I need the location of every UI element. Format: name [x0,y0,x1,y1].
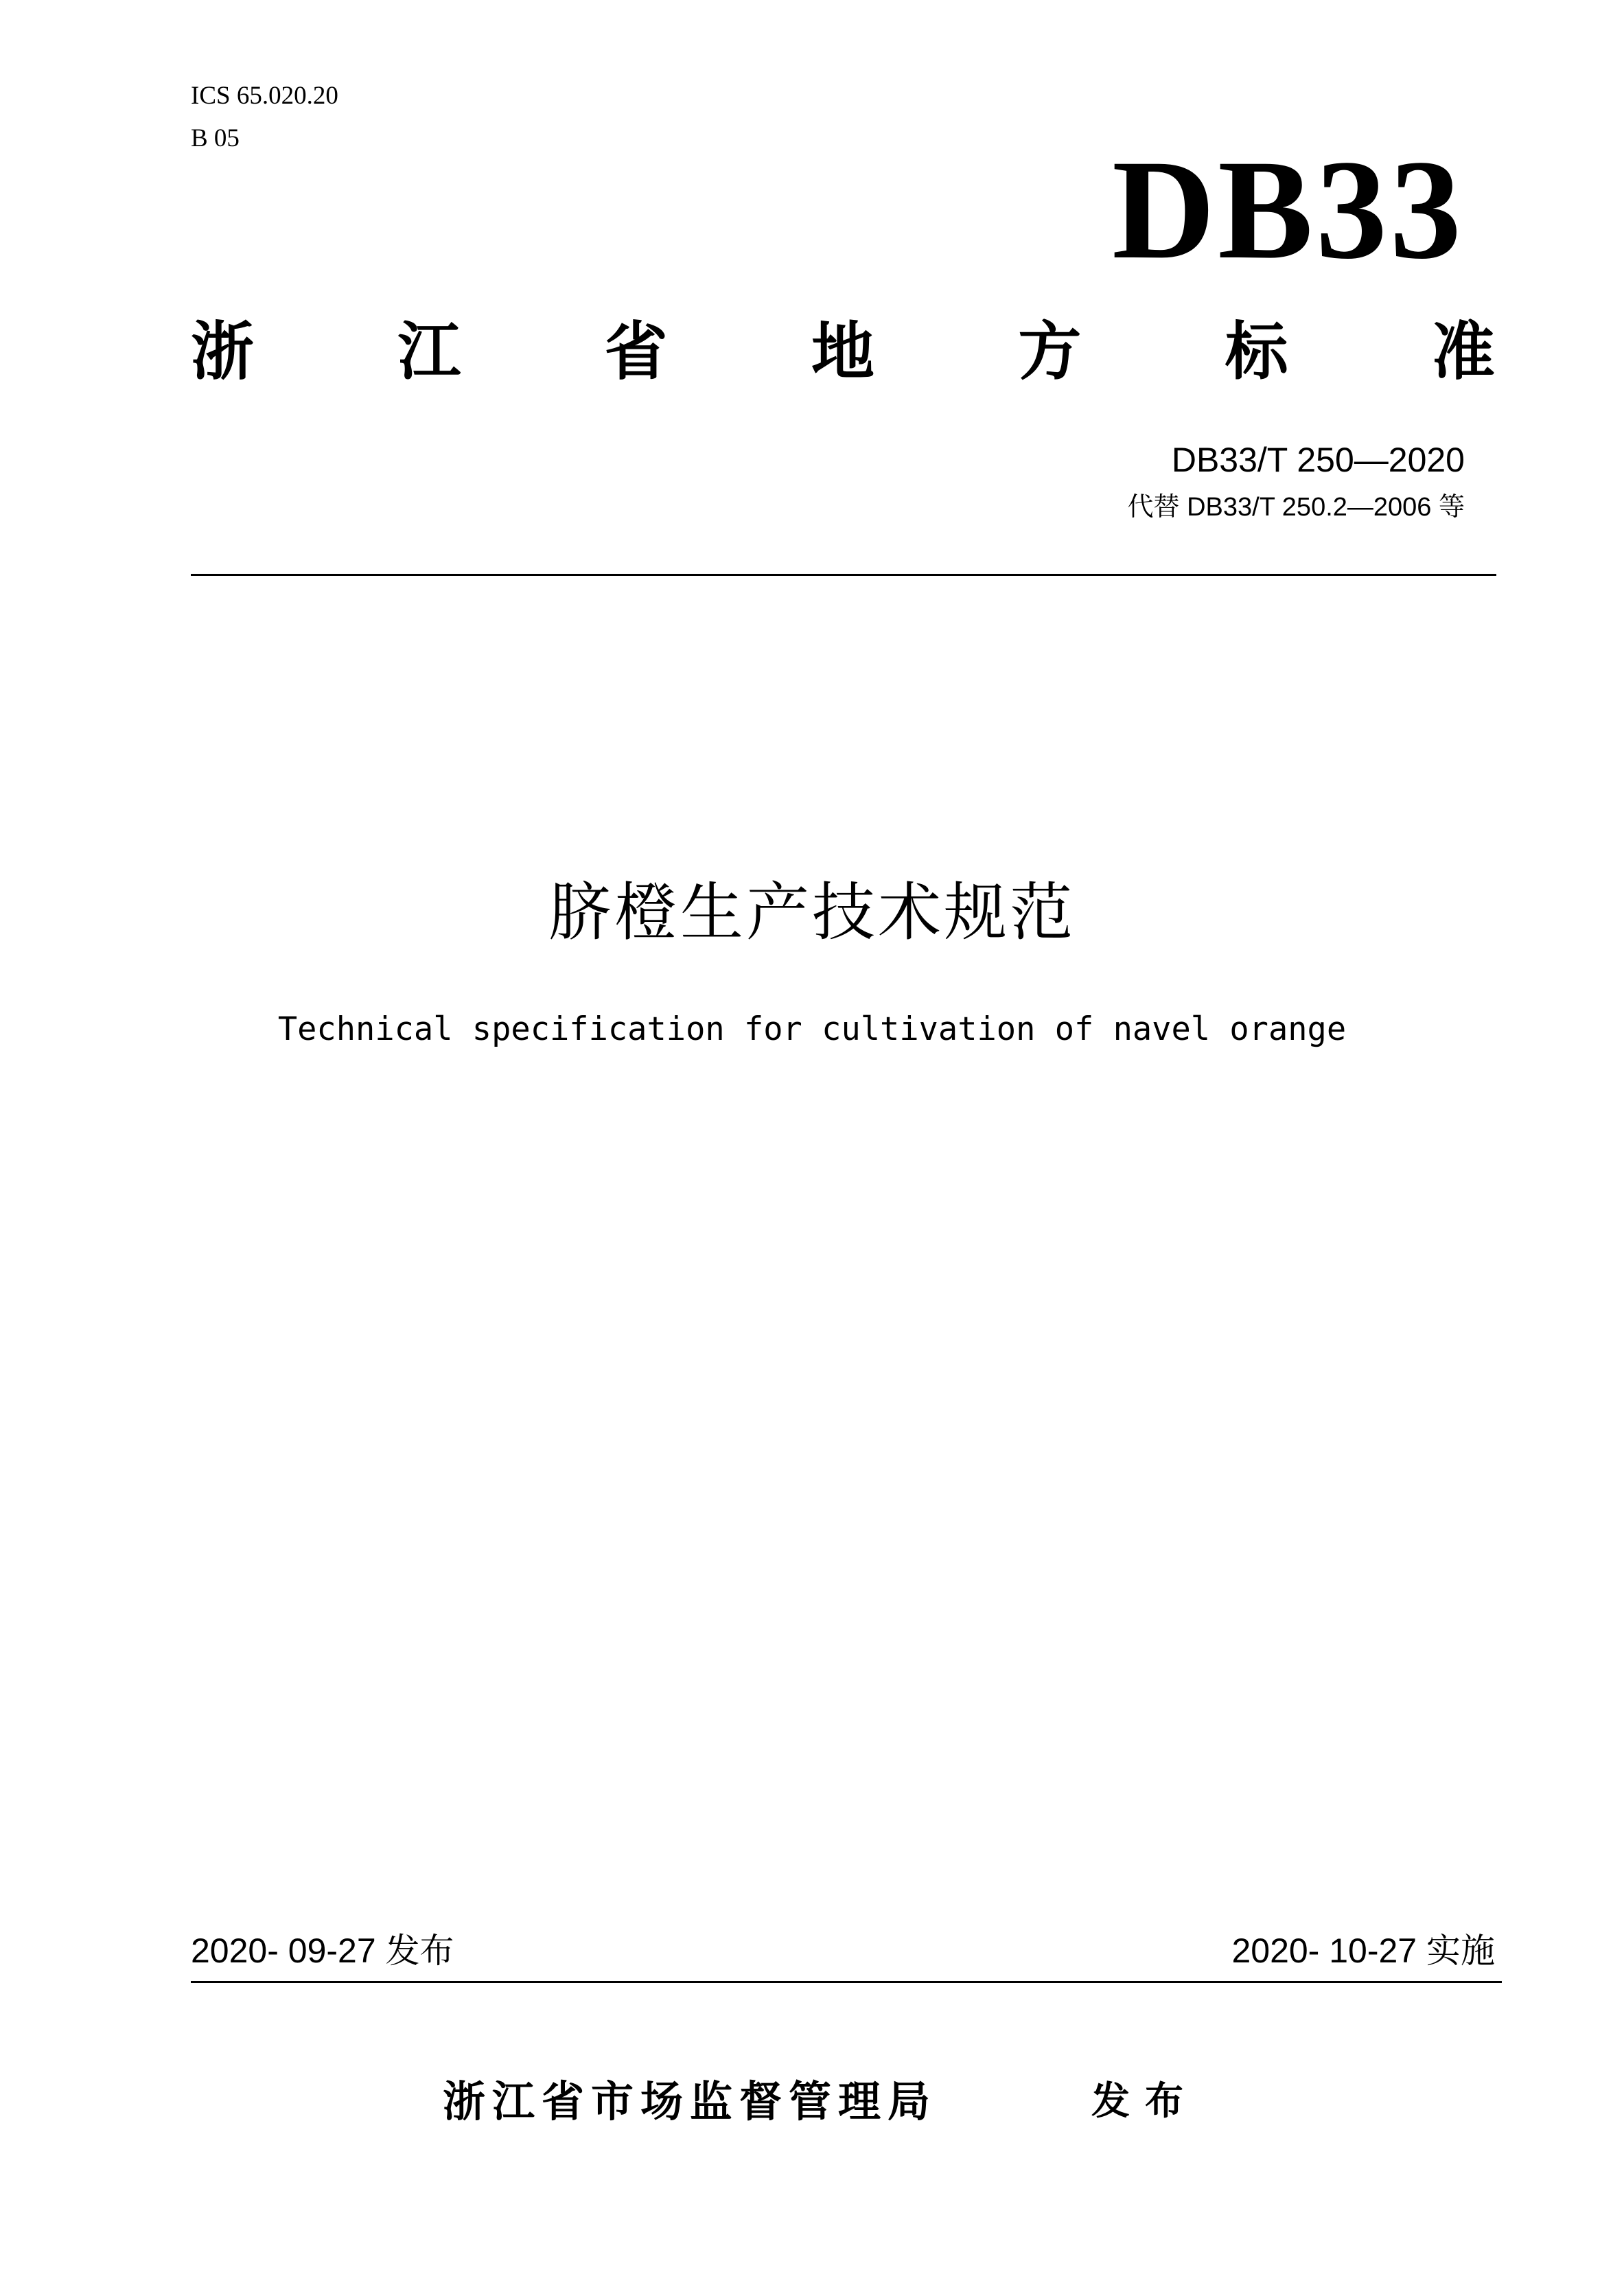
ics-code: ICS 65.020.20 [191,82,338,110]
document-title-english: Technical specification for cultivation of navel orange [277,1010,1347,1048]
publish-label: 发布 [1091,2079,1198,2124]
classification-code: B 05 [191,124,240,152]
standard-type-char: 准 [1431,315,1495,389]
implementation-date: 2020- 10-27 实施 [1231,1932,1495,1970]
standard-type-char: 江 [397,315,461,389]
standard-type-char: 浙 [191,315,255,389]
standard-number: DB33/T 250—2020 [1171,441,1465,479]
db-code-mark: DB33 [1112,130,1464,288]
standard-type-heading [191,314,1495,390]
header-divider [191,574,1496,576]
footer-divider [191,1981,1502,1983]
document-title-chinese: 脐橙生产技术规范 [548,876,1076,949]
issue-date: 2020- 09-27 发布 [191,1932,454,1970]
standard-type-char: 方 [1018,315,1082,389]
standard-type-char: 省 [604,315,668,389]
replaces-note: 代替 DB33/T 250.2—2006 等 [1127,493,1465,522]
publisher-name: 浙江省市场监督管理局 [443,2076,938,2126]
standard-type-char: 地 [811,315,874,389]
standard-type-char: 标 [1225,315,1288,389]
